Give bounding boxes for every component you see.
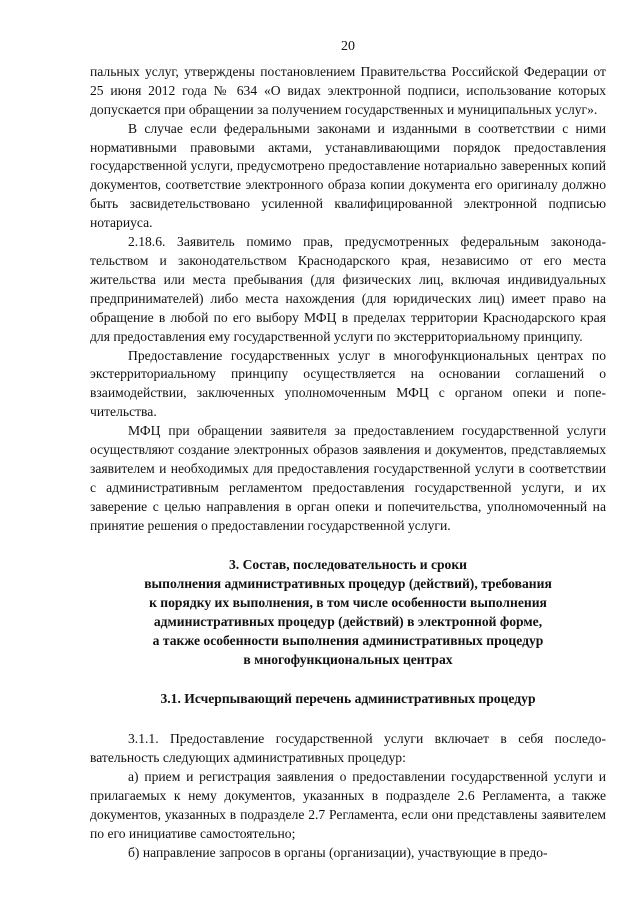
section-heading-line: в многофункциональных центрах [243, 651, 453, 667]
subsection-heading: 3.1. Исчерпывающий перечень административных процедур [160, 690, 536, 706]
section-heading-line: 3. Состав, последовательность и сроки [228, 556, 468, 572]
document-page [90, 38, 606, 863]
body-paragraph: 2.18.6. Заявитель помимо прав, предусмотренных федеральным законодательством и законодательством Краснодарского края, независимо от его места жительства или места пребывания (для физических лиц, включая индивидуальных предпринимателей) либо места нахождения (для юридических лиц) имеет право на обращение в любой по его выбору МФЦ в пределах территории Краснодарского края для предоставления ему государственной услуги по экстерриториальному принципу. [90, 234, 606, 344]
body-paragraph: МФЦ при обращении заявителя за предоставлением государственной услуги осуществляют создание электронных образов заявления и документов, представляемых заявителем и необходимых для предоставления государственной услуги в соответствии с административным регламентом предоставления государственной услуги, и их заверение с целью направления в орган опеки и попечительства, уполномоченный на принятие решения о предоставлении государственной услуги. [90, 423, 606, 533]
section-heading-line: к порядку их выполнения, в том числе особенности выполнения [149, 594, 547, 610]
section-heading-line: административных процедур (действий) в электронной форме, [153, 613, 543, 629]
body-paragraph: 3.1.1. Предоставление государственной услуги включает в себя последовательность следующих административных процедур: [90, 731, 606, 766]
page-number: 20 [341, 39, 355, 54]
body-paragraph: Предоставление государственных услуг в многофункциональных центрах по экстерриториальному принципу осуществляется на основании соглашений о взаимодействии, заключенных уполномоченным МФЦ с органом опеки и попечительства. [90, 347, 606, 420]
section-heading [90, 555, 606, 669]
section-heading-line: выполнения административных процедур (действий), требования [144, 575, 552, 591]
body-paragraph: В случае если федеральными законами и изданными в соответствии с ними нормативными правовыми актами, устанавливающими порядок предоставления государственной услуги, предусмотрено предоставление нотариально заверенных копий документов, соответствие электронного образа копии документа его оригиналу должно быть засвидетельствовано усиленной квалифицированной электронной подписью нотариуса. [90, 120, 606, 231]
section-heading-line: а также особенности выполнения административных процедур [152, 632, 544, 648]
body-paragraph: а) прием и регистрация заявления о предоставлении государственной услуги и прилагаемых к нему документов, указанных в подразделе 2.6 Регламента, а также документов, указанных в подразделе 2.7 Регламента, если они представлены заявителем по его инициативе самостоятельно; [90, 769, 606, 841]
body-paragraph: пальных услуг, утверждены постановлением Правительства Российской Федерации от 25 июня 2012 года № 634 «О видах электронной подписи, использование которых допускается при обращении за получением государственных и муниципальных услуг». [90, 63, 606, 117]
body-paragraph: б) направление запросов в органы (организации), участвующие в предо- [128, 844, 548, 860]
